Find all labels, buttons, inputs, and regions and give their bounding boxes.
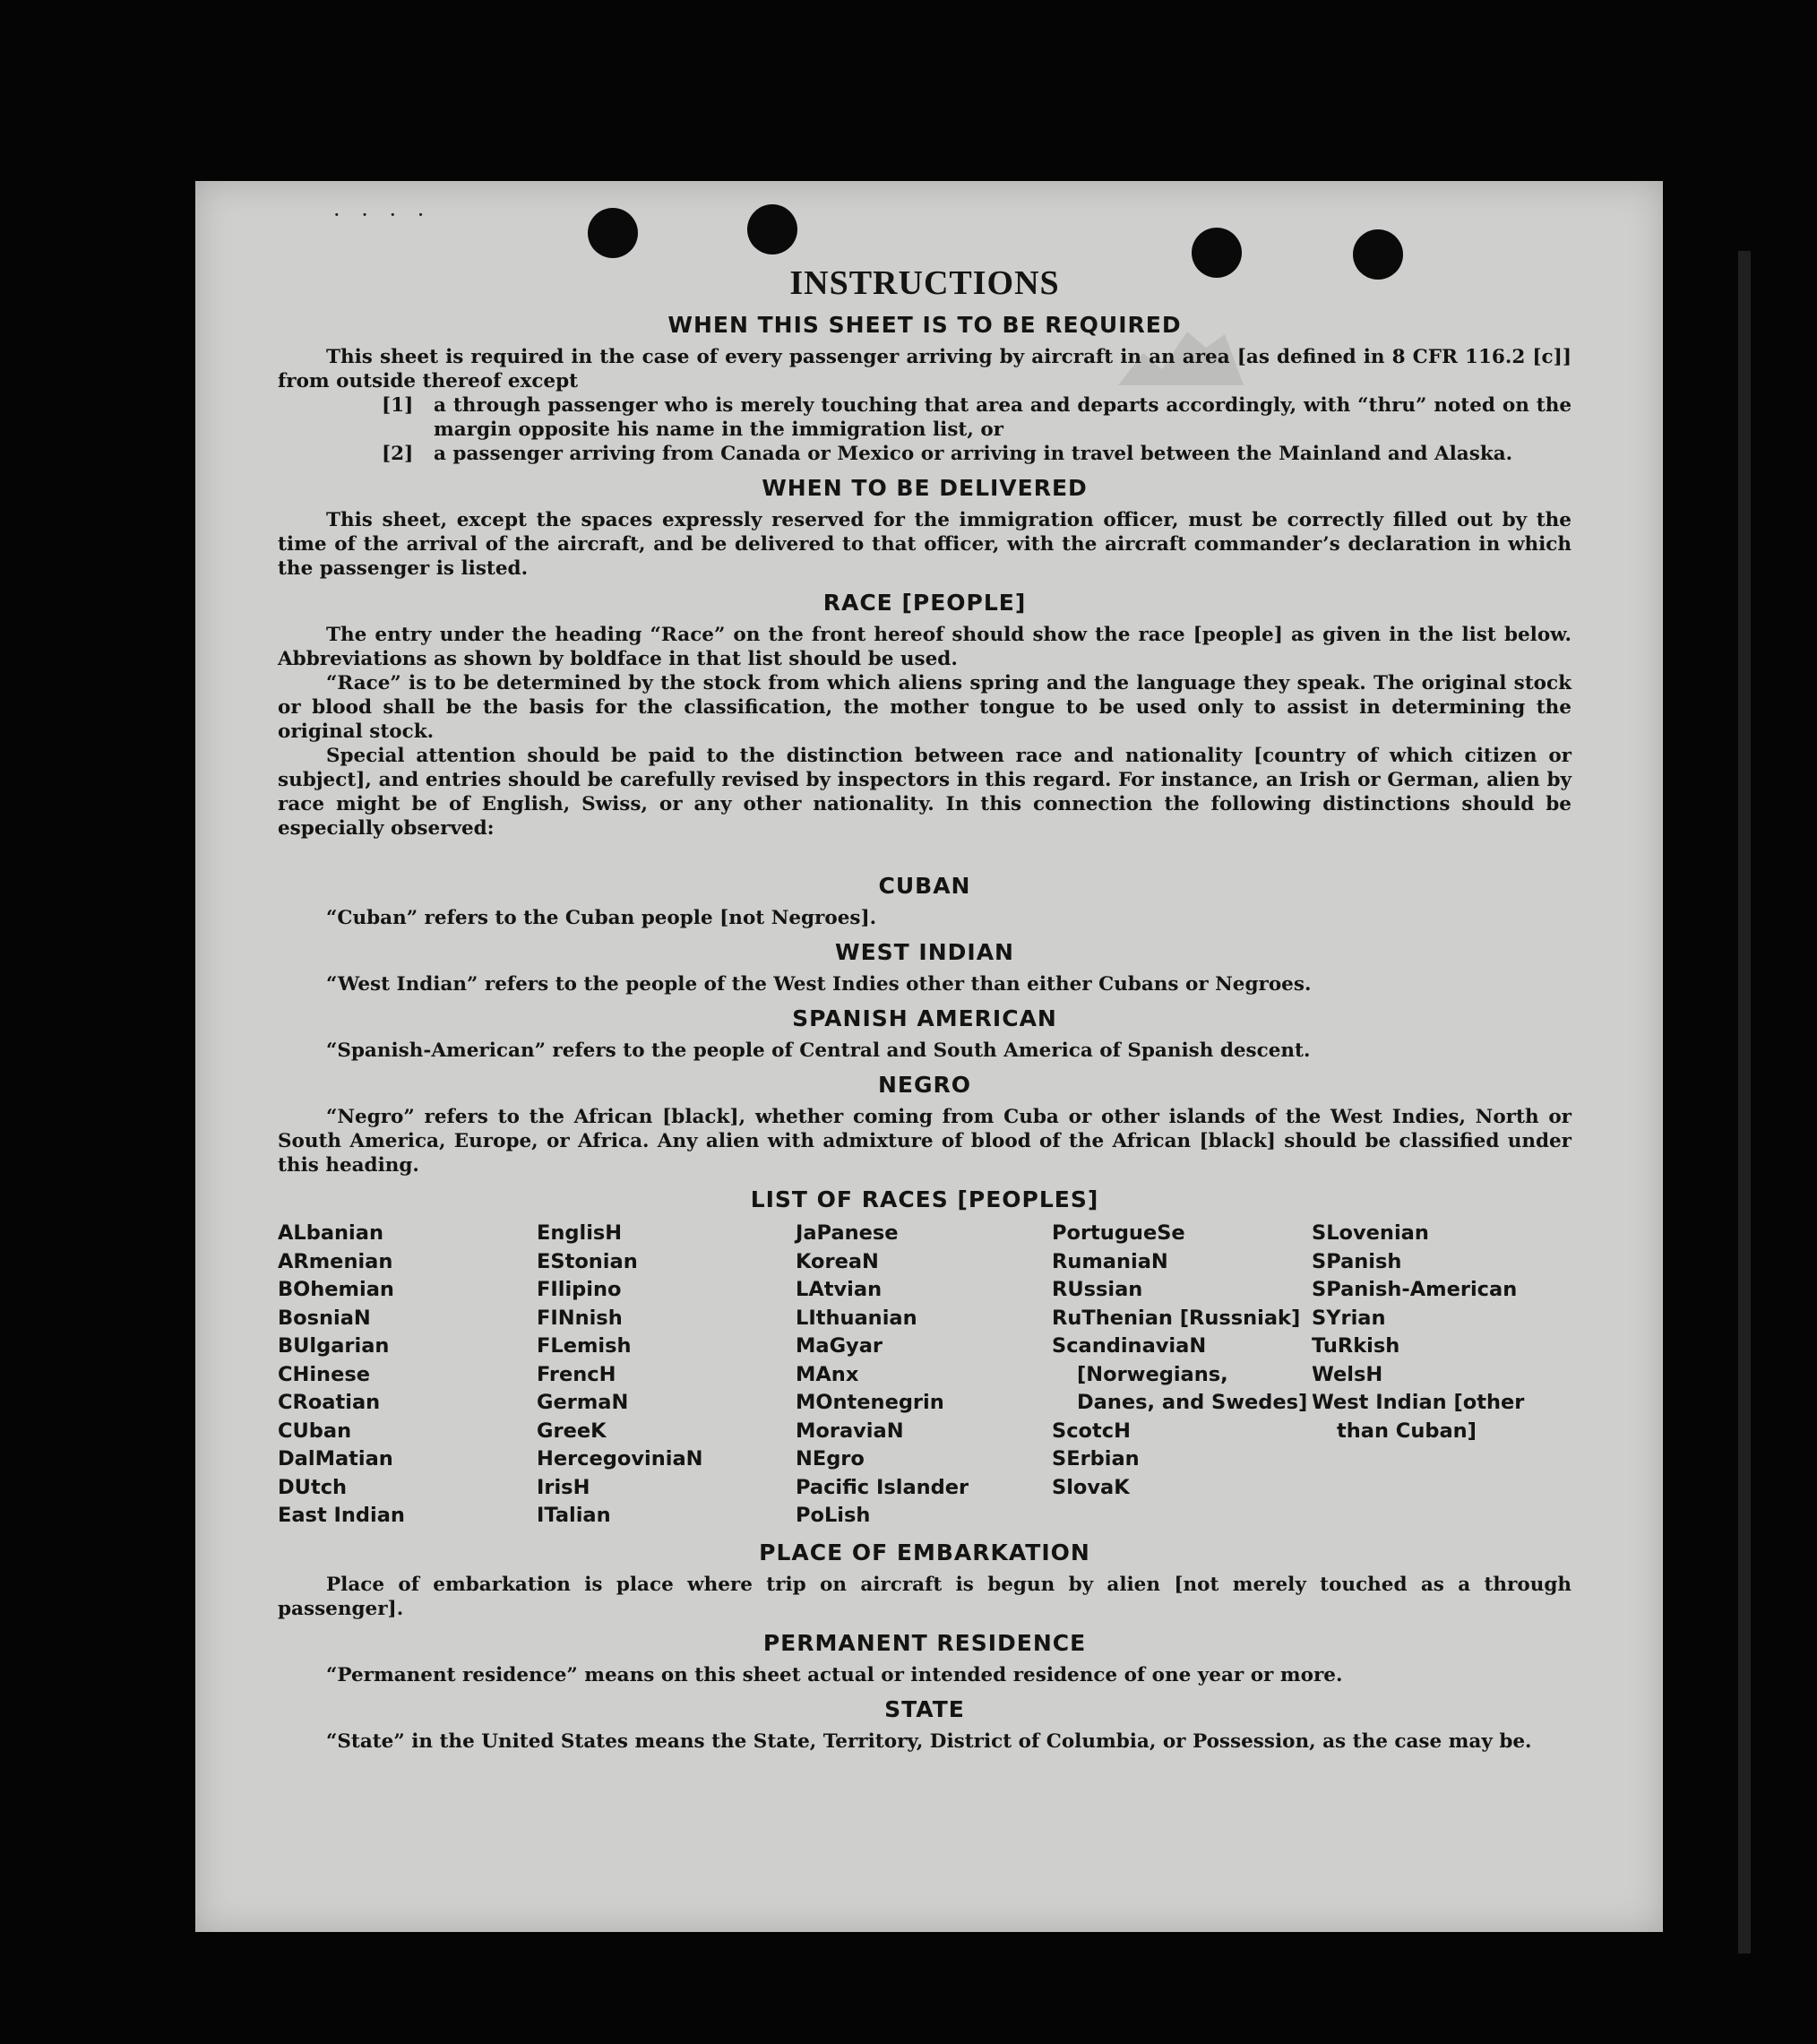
race-entry: FrencH (537, 1362, 616, 1386)
races-list (278, 1220, 1572, 1531)
paper-specks: · · · · (333, 203, 432, 228)
section-text: The entry under the heading “Race” on the front hereof should show the race [people] as given in the list below. Abbreviations as shown by boldface in that list should be used. (278, 624, 1572, 670)
section-text: “Permanent residence” means on this sheet actual or intended residence of one year or more. (326, 1663, 1343, 1686)
section-heading: PERMANENT RESIDENCE (762, 1629, 1087, 1656)
item-number: [2] (382, 443, 414, 465)
scanner-edge (1738, 251, 1751, 1953)
section-heading: NEGRO (877, 1072, 972, 1098)
section-text: This sheet, except the spaces expressly reserved for the immigration officer, must be correctly filled out by the time of the arrival of the aircraft, and be delivered to that officer, with the aircraft commander’s declaration in which the passenger is listed. (278, 509, 1572, 580)
race-entry: SPanish (1312, 1249, 1402, 1273)
section-heading: PLACE OF EMBARKATION (759, 1539, 1090, 1565)
race-entry: TuRkish (1312, 1334, 1400, 1358)
section-heading: RACE [PEOPLE] (822, 590, 1027, 616)
item-number: [1] (382, 394, 414, 417)
race-entry: DalMatian (278, 1447, 393, 1470)
race-entry: MOntenegrin (796, 1391, 944, 1414)
race-entry: SPanish-American (1312, 1278, 1518, 1301)
races-column (1312, 1220, 1572, 1531)
races-column (278, 1220, 537, 1531)
section-heading: STATE (884, 1695, 965, 1722)
race-entry: SLovenian (1312, 1221, 1429, 1245)
section-heading: SPANISH AMERICAN (792, 1005, 1057, 1031)
document-page (195, 181, 1663, 1932)
race-entry: CHinese (278, 1362, 370, 1386)
race-entry: SlovaK (1052, 1475, 1130, 1499)
race-entry: IrisH (537, 1475, 590, 1499)
section-text: Special attention should be paid to the distinction between race and nationality [country of which citizen or subject], and entries should be carefully revised by inspectors in this regard. For instance, an Irish or German, alien by race might be of English, Swiss, or any other nationality. In this connection the following distinctions should be especially observed: (278, 745, 1572, 840)
page-title: INSTRUCTIONS (789, 264, 1060, 302)
instructions-content (278, 263, 1572, 1754)
race-entry: FLemish (537, 1334, 632, 1358)
race-entry: JaPanese (796, 1221, 899, 1245)
race-entry: MaGyar (796, 1334, 883, 1358)
race-entry: FIlipino (537, 1278, 622, 1301)
race-entry: ARmenian (278, 1249, 393, 1273)
list-item (278, 393, 1572, 442)
section-text: “Race” is to be determined by the stock from which aliens spring and the language they speak. The original stock or blood shall be the basis for the classification, the mother tongue to be used only to assist in determining the original stock. (278, 672, 1572, 743)
race-entry: RumaniaN (1052, 1249, 1168, 1273)
race-entry: EStonian (537, 1249, 638, 1273)
section-text: “West Indian” refers to the people of the West Indies other than either Cubans or Negroes. (326, 973, 1312, 996)
item-text: a through passenger who is merely touching that area and departs accordingly, with “thru” noted on the margin opposite his name in the immigration list, or (434, 394, 1572, 441)
race-entry: EnglisH (537, 1221, 623, 1245)
section-heading: CUBAN (878, 873, 971, 899)
race-entry: KoreaN (796, 1249, 879, 1273)
section-text: Place of embarkation is place where trip on aircraft is begun by alien [not merely touched as a through passenger]. (278, 1573, 1572, 1620)
race-entry: ITalian (537, 1504, 611, 1527)
section-heading: WEST INDIAN (835, 939, 1014, 965)
race-entry: FINnish (537, 1306, 623, 1330)
race-entry: GreeK (537, 1419, 607, 1443)
section-text: This sheet is required in the case of every passenger arriving by aircraft in an area [as defined in 8 CFR 116.2 [c]] from outside thereof except (278, 346, 1572, 392)
race-entry: ScandinaviaN [Norwegians, Danes, and Swedes] (1052, 1334, 1308, 1414)
race-entry: PoLish (796, 1504, 871, 1527)
race-entry: BosniaN (278, 1306, 371, 1330)
race-entry: NEgro (796, 1447, 865, 1470)
section-heading: WHEN TO BE DELIVERED (762, 475, 1088, 501)
races-column (537, 1220, 796, 1531)
race-entry: SErbian (1052, 1447, 1140, 1470)
section-text: “Cuban” refers to the Cuban people [not Negroes]. (326, 907, 877, 929)
punch-hole (747, 204, 797, 254)
race-entry: HercegoviniaN (537, 1447, 703, 1470)
race-entry: BUlgarian (278, 1334, 390, 1358)
race-entry: PortugueSe (1052, 1221, 1185, 1245)
race-entry: GermaN (537, 1391, 629, 1414)
race-entry: DUtch (278, 1475, 348, 1499)
race-entry: West Indian [other than Cuban] (1312, 1391, 1525, 1443)
race-entry: Pacific Islander (796, 1475, 969, 1499)
section-text: “Negro” refers to the African [black], whether coming from Cuba or other islands of the West Indies, North or South America, Europe, or Africa. Any alien with admixture of blood of the African [black] should be classified under this heading. (278, 1106, 1572, 1177)
section-heading: LIST OF RACES [PEOPLES] (750, 1186, 1099, 1212)
punch-hole (588, 208, 638, 258)
item-text: a passenger arriving from Canada or Mexico or arriving in travel between the Mainland and Alaska. (434, 443, 1513, 465)
race-entry: ScotcH (1052, 1419, 1131, 1443)
race-entry: East Indian (278, 1504, 405, 1527)
list-item (278, 442, 1572, 466)
race-entry: LAtvian (796, 1278, 883, 1301)
race-entry: ALbanian (278, 1221, 383, 1245)
section-text: “Spanish-American” refers to the people of Central and South America of Spanish descent. (326, 1039, 1311, 1062)
races-column (1052, 1220, 1312, 1531)
race-entry: LIthuanian (796, 1306, 917, 1330)
section-text: “State” in the United States means the State, Territory, District of Columbia, or Possession, as the case may be. (326, 1729, 1532, 1753)
race-entry: RUssian (1052, 1278, 1143, 1301)
race-entry: CRoatian (278, 1391, 381, 1414)
race-entry: MAnx (796, 1362, 859, 1386)
race-entry: CUban (278, 1419, 352, 1443)
section-heading: WHEN THIS SHEET IS TO BE REQUIRED (667, 312, 1182, 338)
race-entry: BOhemian (278, 1278, 394, 1301)
race-entry: WelsH (1312, 1362, 1383, 1386)
race-entry: RuThenian [Russniak] (1052, 1306, 1301, 1330)
races-column (796, 1220, 1052, 1531)
race-entry: MoraviaN (796, 1419, 904, 1443)
race-entry: SYrian (1312, 1306, 1386, 1330)
